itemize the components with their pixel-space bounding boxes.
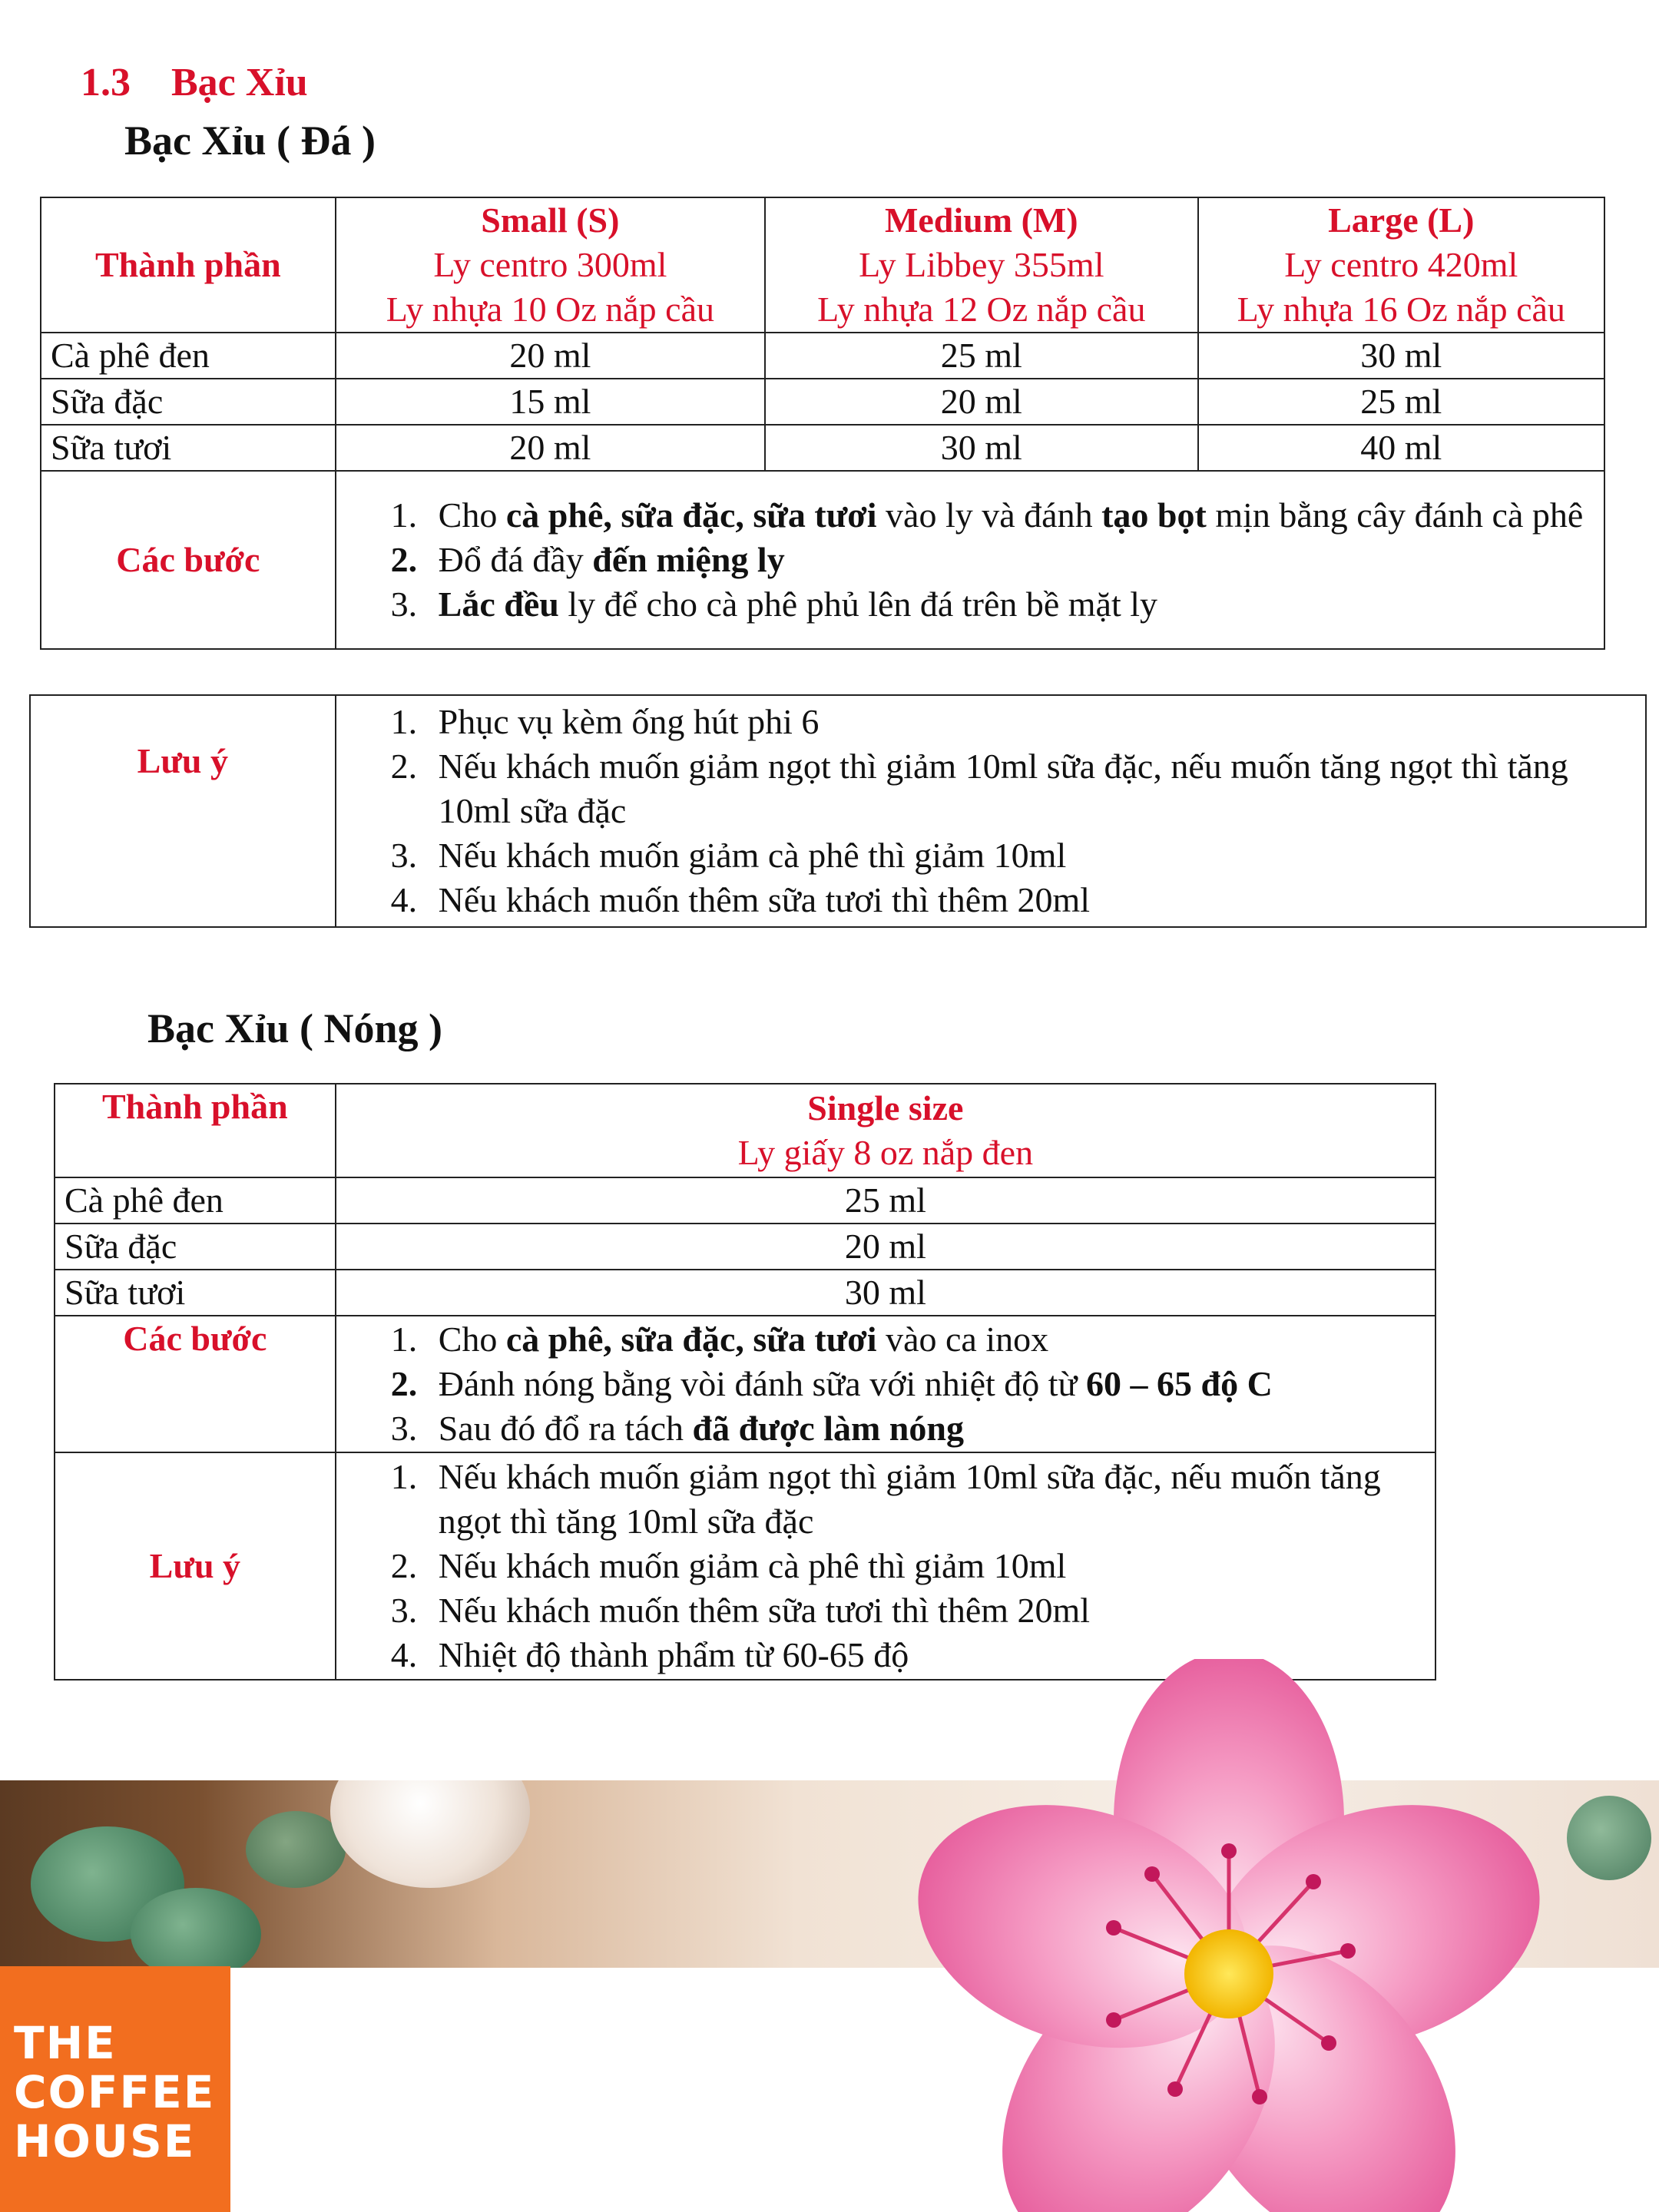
amount-cell: 25 ml	[765, 333, 1197, 379]
notes-list	[346, 700, 1636, 922]
table-row	[55, 1270, 1435, 1316]
size-lid: Ly nhựa 12 Oz nắp cầu	[817, 290, 1146, 329]
table-row	[41, 379, 1604, 425]
size-name: Single size	[807, 1088, 964, 1128]
list-item: 1. Cho cà phê, sữa đặc, sữa tươi vào ca inox	[426, 1317, 1426, 1362]
notes-row	[30, 695, 1646, 927]
list-item: 3. Nếu khách muốn giảm cà phê thì giảm 10ml	[426, 833, 1636, 878]
list-item: 3. Sau đó đổ ra tách đã được làm nóng	[426, 1406, 1426, 1451]
amount-cell: 20 ml	[336, 425, 765, 471]
size-lid: Ly nhựa 16 Oz nắp cầu	[1237, 290, 1565, 329]
ingredient-name: Sữa đặc	[55, 1224, 336, 1270]
amount-cell: 20 ml	[336, 333, 765, 379]
list-item: 1. Cho cà phê, sữa đặc, sữa tươi vào ly và đánh tạo bọt mịn bằng cây đánh cà phê	[426, 493, 1594, 538]
notes-cell	[336, 1452, 1435, 1680]
flower-icon	[899, 1659, 1659, 2212]
notes-list	[346, 1455, 1426, 1677]
brand-logo	[14, 2018, 215, 2166]
size-cup: Ly centro 300ml	[433, 245, 667, 284]
iced-notes-table	[29, 694, 1647, 928]
steps-list	[346, 1317, 1426, 1451]
size-cup: Ly giấy 8 oz nắp đen	[737, 1133, 1034, 1172]
size-cup: Ly centro 420ml	[1284, 245, 1518, 284]
steps-list	[346, 493, 1594, 627]
steps-label: Các bước	[41, 471, 336, 649]
amount-cell: 40 ml	[1198, 425, 1604, 471]
logo-line: THE	[14, 2017, 117, 2069]
iced-recipe-table	[40, 197, 1605, 650]
list-item: 2. Nếu khách muốn giảm cà phê thì giảm 10ml	[426, 1544, 1426, 1588]
logo-line: COFFEE	[14, 2066, 216, 2118]
notes-cell	[336, 695, 1646, 927]
list-item: 3. Nếu khách muốn thêm sữa tươi thì thêm 20ml	[426, 1588, 1426, 1633]
amount-cell: 30 ml	[765, 425, 1197, 471]
table-row	[41, 333, 1604, 379]
amount-cell: 30 ml	[1198, 333, 1604, 379]
section-number: 1.3	[81, 61, 131, 104]
hot-recipe-table	[54, 1083, 1436, 1681]
size-large-header	[1198, 197, 1604, 333]
amount-cell: 25 ml	[336, 1177, 1435, 1224]
size-medium-header	[765, 197, 1197, 333]
ingredient-header: Thành phần	[41, 197, 336, 333]
iced-title: Bạc Xỉu ( Đá )	[124, 118, 376, 164]
size-single-header	[336, 1084, 1435, 1177]
size-name: Medium (M)	[884, 200, 1078, 240]
notes-label: Lưu ý	[55, 1452, 336, 1680]
list-item: 1. Nếu khách muốn giảm ngọt thì giảm 10ml sữa đặc, nếu muốn tăng ngọt thì tăng 10ml sữa đặc	[426, 1455, 1426, 1544]
list-item: 4. Nhiệt độ thành phẩm từ 60-65 độ	[426, 1633, 1426, 1677]
amount-cell: 30 ml	[336, 1270, 1435, 1316]
ingredient-name: Sữa đặc	[41, 379, 336, 425]
section-heading	[81, 60, 308, 105]
iced-header-row	[41, 197, 1604, 333]
size-name: Small (S)	[481, 200, 620, 240]
table-row	[55, 1177, 1435, 1224]
ingredient-name: Cà phê đen	[41, 333, 336, 379]
ingredient-header: Thành phần	[55, 1084, 336, 1177]
notes-row	[55, 1452, 1435, 1680]
hot-title: Bạc Xỉu ( Nóng )	[147, 1005, 443, 1051]
steps-cell	[336, 471, 1604, 649]
list-item: 3. Lắc đều ly để cho cà phê phủ lên đá trên bề mặt ly	[426, 582, 1594, 627]
ingredient-name: Sữa tươi	[41, 425, 336, 471]
table-row	[41, 425, 1604, 471]
size-small-header	[336, 197, 765, 333]
size-lid: Ly nhựa 10 Oz nắp cầu	[386, 290, 715, 329]
list-item: 2. Đổ đá đầy đến miệng ly	[426, 538, 1594, 582]
size-name: Large (L)	[1328, 200, 1475, 240]
steps-cell	[336, 1316, 1435, 1452]
amount-cell: 15 ml	[336, 379, 765, 425]
rose-decoration	[330, 1780, 530, 1888]
amount-cell: 20 ml	[765, 379, 1197, 425]
ingredient-name: Sữa tươi	[55, 1270, 336, 1316]
steps-row	[41, 471, 1604, 649]
steps-row	[55, 1316, 1435, 1452]
list-item: 1. Phục vụ kèm ống hút phi 6	[426, 700, 1636, 744]
list-item: 2. Đánh nóng bằng vòi đánh sữa với nhiệt độ từ 60 – 65 độ C	[426, 1362, 1426, 1406]
list-item: 4. Nếu khách muốn thêm sữa tươi thì thêm 20ml	[426, 878, 1636, 922]
amount-cell: 25 ml	[1198, 379, 1604, 425]
hot-header-row	[55, 1084, 1435, 1177]
section-title: Bạc Xỉu	[171, 61, 308, 104]
steps-label: Các bước	[55, 1316, 336, 1452]
ingredient-name: Cà phê đen	[55, 1177, 336, 1224]
notes-label: Lưu ý	[30, 695, 336, 927]
logo-line: HOUSE	[14, 2115, 196, 2167]
size-cup: Ly Libbey 355ml	[859, 245, 1104, 284]
list-item: 2. Nếu khách muốn giảm ngọt thì giảm 10ml sữa đặc, nếu muốn tăng ngọt thì tăng 10ml sữa đặc	[426, 744, 1636, 833]
amount-cell: 20 ml	[336, 1224, 1435, 1270]
table-row	[55, 1224, 1435, 1270]
